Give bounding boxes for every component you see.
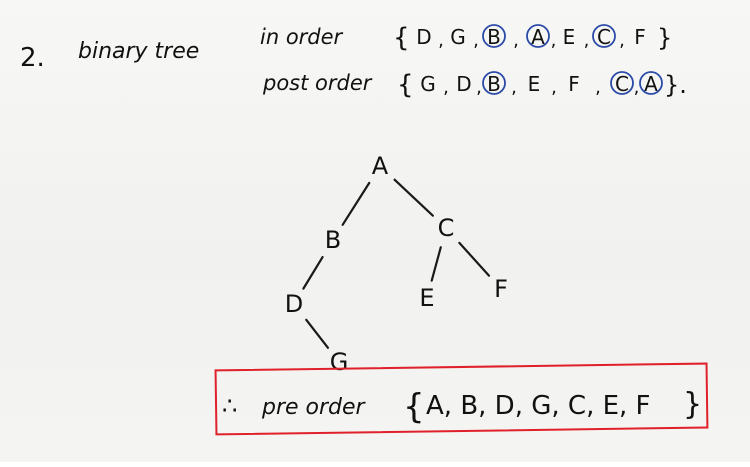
postorder-comma: , <box>511 77 517 98</box>
postorder-item <box>611 72 639 98</box>
node-E: E <box>419 284 435 312</box>
inorder-item <box>416 25 444 51</box>
inorder-comma: , <box>473 30 479 51</box>
edge-B-D <box>303 257 322 289</box>
postorder-letter: C <box>615 72 629 96</box>
inorder-comma: , <box>619 30 625 51</box>
postorder-comma: , <box>443 77 449 98</box>
postorder-item <box>483 72 517 98</box>
node-F: F <box>494 275 508 303</box>
inorder-letter: G <box>450 25 466 49</box>
edge-D-G <box>306 320 328 348</box>
postorder-open-brace: { <box>397 70 414 100</box>
postorder-item <box>640 72 662 96</box>
inorder-close-brace: } <box>657 24 673 52</box>
postorder-item <box>420 72 449 98</box>
edge-C-F <box>459 243 489 276</box>
inorder-comma: , <box>513 30 519 51</box>
node-C: C <box>437 214 455 242</box>
inorder-letter: F <box>634 25 646 49</box>
preorder-label: pre order <box>262 395 365 420</box>
inorder-item <box>593 25 625 51</box>
inorder-item <box>527 25 556 51</box>
node-D: D <box>284 290 304 318</box>
problem-title: binary tree <box>78 39 200 64</box>
postorder-item <box>456 72 482 98</box>
node-A: A <box>371 152 389 180</box>
edge-A-C <box>395 180 433 216</box>
preorder-sequence: A, B, D, G, C, E, F <box>426 391 651 421</box>
preorder-close-brace: } <box>683 387 703 422</box>
postorder-letter: F <box>568 72 580 96</box>
inorder-sequence <box>393 23 672 53</box>
postorder-comma: , <box>551 77 557 98</box>
postorder-letter: G <box>420 72 436 96</box>
postorder-letter: B <box>487 72 501 96</box>
inorder-letter: A <box>531 25 545 49</box>
edge-A-B <box>343 183 370 225</box>
node-G: G <box>329 348 349 376</box>
inorder-item <box>450 25 479 51</box>
inorder-comma: , <box>583 30 590 51</box>
node-B: B <box>324 226 342 254</box>
edge-C-E <box>432 247 441 280</box>
inorder-comma: , <box>550 30 557 51</box>
inorder-label: in order <box>260 25 343 49</box>
postorder-label: post order <box>263 71 372 95</box>
postorder-close-brace: }. <box>664 71 687 99</box>
inorder-open-brace: { <box>393 23 410 53</box>
therefore-symbol: ∴ <box>222 392 238 420</box>
postorder-sequence <box>397 70 687 100</box>
postorder-item <box>568 72 601 98</box>
tree-edges <box>303 180 489 348</box>
inorder-item <box>634 25 646 49</box>
postorder-letter: E <box>527 72 541 96</box>
postorder-comma: , <box>595 77 601 98</box>
postorder-letter: A <box>644 72 658 96</box>
inorder-letter: C <box>597 25 611 49</box>
postorder-comma: , <box>633 77 640 98</box>
problem-number: 2. <box>20 43 45 73</box>
postorder-item <box>528 72 557 98</box>
postorder-letter: D <box>456 72 472 96</box>
inorder-comma: , <box>438 30 444 51</box>
inorder-letter: E <box>562 25 576 49</box>
preorder-open-brace: { <box>403 387 425 427</box>
postorder-comma: , <box>476 77 482 98</box>
inorder-item <box>563 25 590 51</box>
inorder-letter: D <box>416 25 432 49</box>
inorder-letter: B <box>487 25 501 49</box>
inorder-item <box>483 25 519 51</box>
